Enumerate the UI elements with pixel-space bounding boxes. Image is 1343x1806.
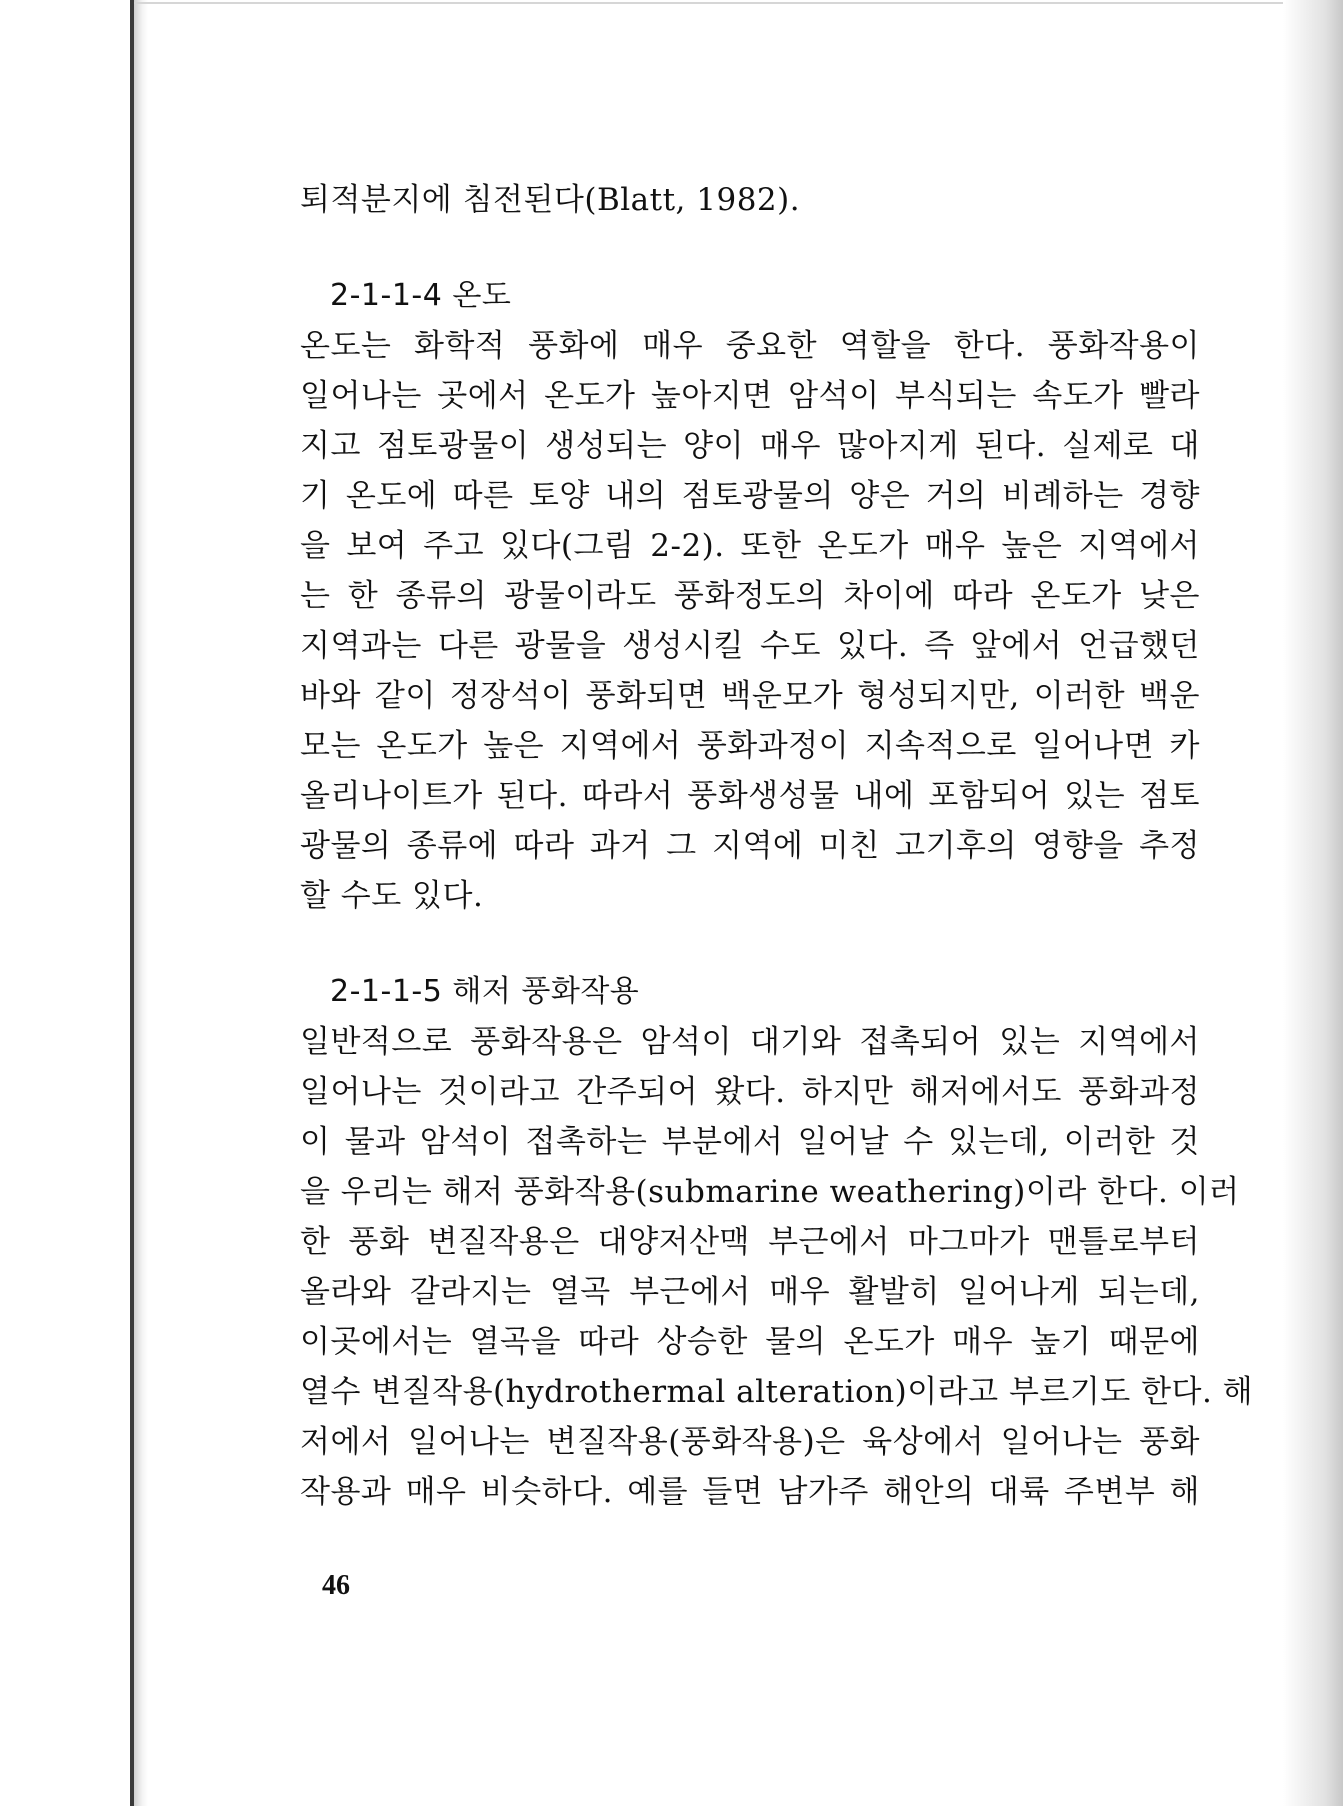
paragraph-line: 올리나이트가 된다. 따라서 풍화생성물 내에 포함되어 있는 점토 [300, 778, 1200, 814]
paragraph-line: 온도는 화학적 풍화에 매우 중요한 역할을 한다. 풍화작용이 [300, 328, 1200, 364]
paragraph-line: 지고 점토광물이 생성되는 양이 매우 많아지게 된다. 실제로 대 [300, 428, 1200, 464]
paragraph-line: 일어나는 곳에서 온도가 높아지면 암석이 부식되는 속도가 빨라 [300, 378, 1200, 414]
paragraph-line: 열수 변질작용(hydrothermal alteration)이라고 부르기도 한다. 해 [300, 1374, 1254, 1410]
intro-line: 퇴적분지에 침전된다(Blatt, 1982). [300, 182, 801, 218]
paragraph-line: 이 물과 암석이 접촉하는 부분에서 일어날 수 있는데, 이러한 것 [300, 1124, 1200, 1160]
paragraph-line: 이곳에서는 열곡을 따라 상승한 물의 온도가 매우 높기 때문에 [300, 1324, 1200, 1360]
paragraph-line: 는 한 종류의 광물이라도 풍화정도의 차이에 따라 온도가 낮은 [300, 578, 1200, 614]
paragraph-line: 광물의 종류에 따라 과거 그 지역에 미친 고기후의 영향을 추정 [300, 828, 1200, 864]
paragraph-line: 을 우리는 해저 풍화작용(submarine weathering)이라 한다. 이러 [300, 1174, 1240, 1210]
page-number: 46 [322, 1570, 350, 1601]
paragraph-line: 한 풍화 변질작용은 대양저산맥 부근에서 마그마가 맨틀로부터 [300, 1224, 1200, 1260]
paragraph-line: 바와 같이 정장석이 풍화되면 백운모가 형성되지만, 이러한 백운 [300, 678, 1200, 714]
page-spine-shadow [134, 0, 148, 1806]
paragraph-line: 모는 온도가 높은 지역에서 풍화과정이 지속적으로 일어나면 카 [300, 728, 1200, 764]
section-submarine-weathering [300, 967, 1254, 1517]
paragraph-line: 기 온도에 따른 토양 내의 점토광물의 양은 거의 비례하는 경향 [300, 478, 1200, 514]
paragraph-line: 일반적으로 풍화작용은 암석이 대기와 접촉되어 있는 지역에서 [300, 1024, 1200, 1060]
page-body [300, 175, 1254, 1517]
section-temperature [300, 271, 1200, 921]
paragraph-line: 일어나는 것이라고 간주되어 왔다. 하지만 해저에서도 풍화과정 [300, 1074, 1200, 1110]
paragraph-line: 올라와 갈라지는 열곡 부근에서 매우 활발히 일어나게 되는데, [300, 1274, 1200, 1310]
page-right-shadow [1283, 0, 1343, 1806]
section-gap [300, 921, 1200, 967]
paragraph-line: 지역과는 다른 광물을 생성시킬 수도 있다. 즉 앞에서 언급했던 [300, 628, 1200, 664]
section-heading: 2-1-1-4 온도 [330, 278, 512, 313]
paragraph-line: 작용과 매우 비슷하다. 예를 들면 남가주 해안의 대륙 주변부 해 [300, 1474, 1200, 1510]
section-gap [300, 225, 1200, 271]
page-top-edge [134, 2, 1314, 4]
paragraph-line: 저에서 일어나는 변질작용(풍화작용)은 육상에서 일어나는 풍화 [300, 1424, 1200, 1460]
section-heading: 2-1-1-5 해저 풍화작용 [330, 974, 640, 1009]
paragraph-line: 을 보여 주고 있다(그림 2-2). 또한 온도가 매우 높은 지역에서 [300, 528, 1200, 564]
paragraph-line: 할 수도 있다. [300, 878, 484, 914]
